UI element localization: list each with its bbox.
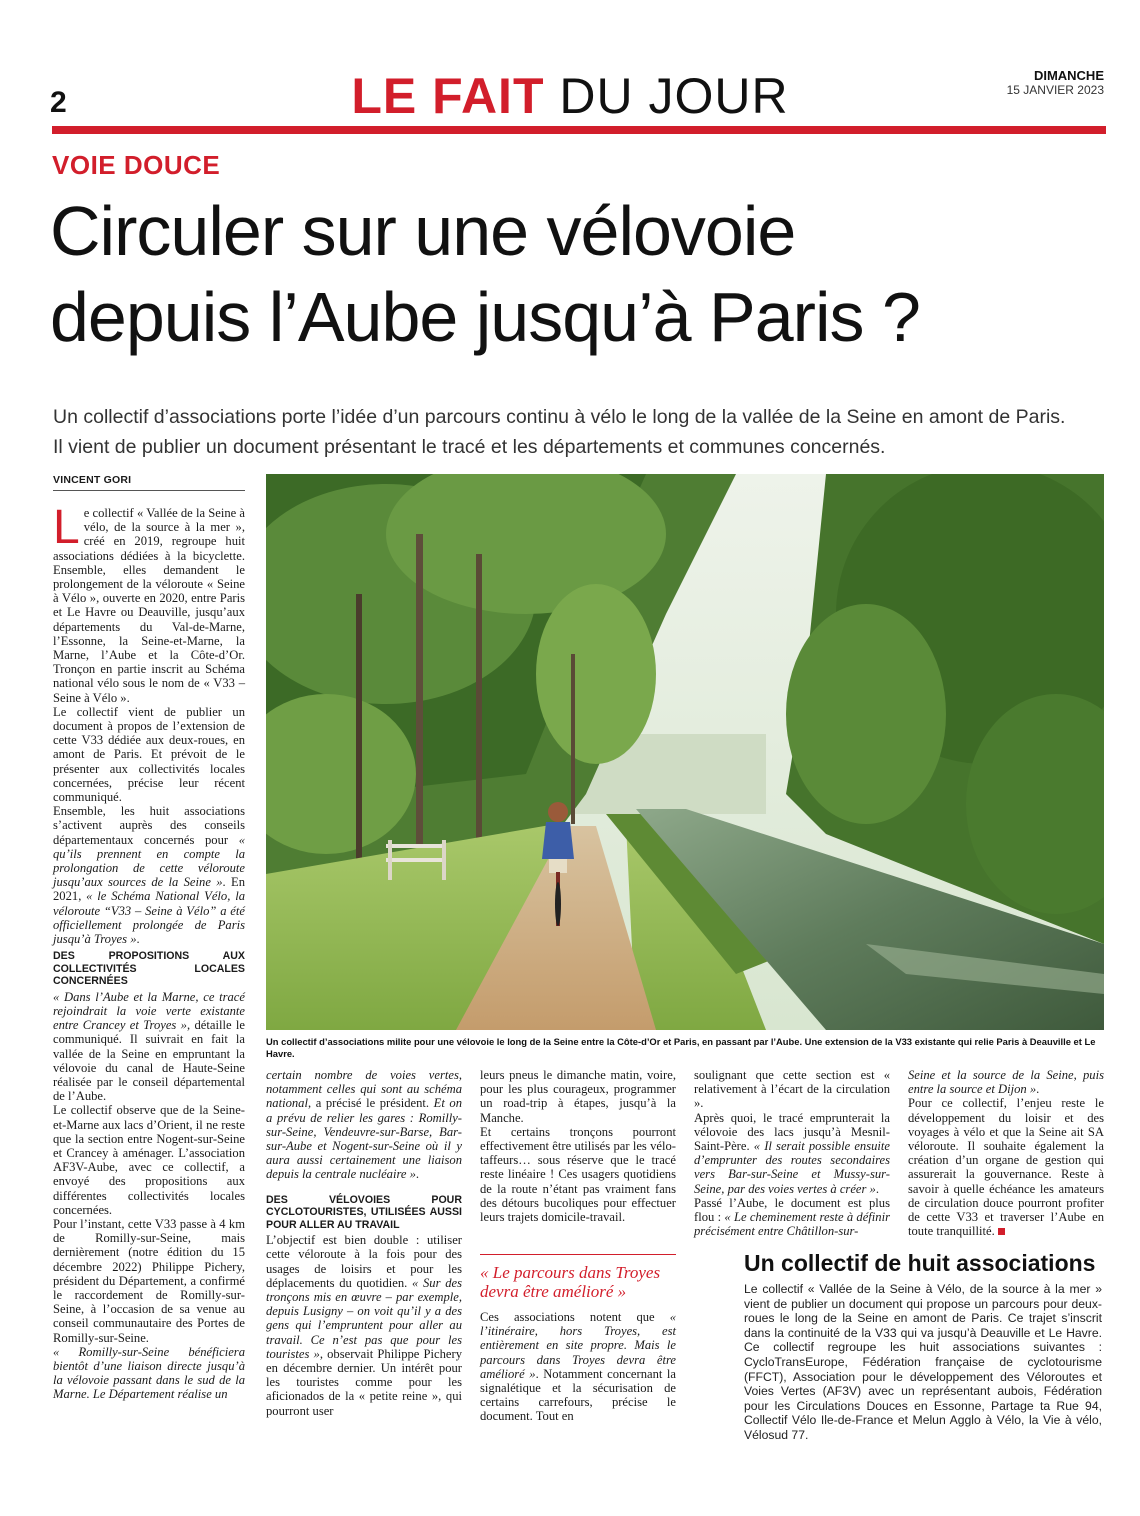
page-number: 2: [50, 86, 67, 119]
article-photo: [266, 474, 1104, 1030]
article-column-5: [908, 1068, 1104, 1238]
box-text: Le collectif « Vallée de la Seine à Vélo, de la source à la mer » vient de publier un document qui propose un parcours pour deux-roues le long de la Seine en amont de Paris. Ce trajet s’inscrit dans la continuité de la V33 qui va jusqu’à Deauville et Le Havre. Ce collectif regroupe les huit associations suivantes : CycloTransEurope, Fédération française de cyclotourisme (FFCT), Association pour le développement des Véloroutes et Voies Vertes (AF3V) avec un représentant aubois, Fédération pour les Circulations Douces en Essonne, Partage ta Rue 94, Collectif Vélo Ile-de-France et Melun Agglo à Vélo, la Vie à vélo, Vélosud 77.: [744, 1282, 1102, 1442]
box-title: Un collectif de huit associations: [744, 1250, 1096, 1276]
lead-line-1: Un collectif d’associations porte l’idée d’un parcours continu à vélo le long de la vallée de la Seine en amont de Paris.: [53, 406, 1066, 428]
paragraph: Ces associations notent que « l’itinéraire, hors Troyes, est entièrement en site propre. Mais le parcours dans Troyes devra être amélioré ». Notamment concernant la signalétique et la sécurisation de certains carrefours, précise le document. Tout en: [480, 1310, 676, 1424]
article-column-2: [266, 1068, 462, 1418]
paragraph: Le collectif observe que de la Seine-et-Marne aux lacs d’Orient, il ne reste que la section entre Nogent-sur-Seine et Crancey à aménager. L’association AF3V-Aube, avec ce collectif, a envoyé des propositions aux différentes collectivités locales concernées.: [53, 1103, 245, 1217]
paragraph: Pour ce collectif, l’enjeu reste le développement du loisir et des voyages à vélo et que la Seine ait SA véloroute. Il souhaite également la création d’un organe de gestion qui assurerait la gouvernance. Reste à savoir à quelle échéance les amateurs de circulation douce pourront profiter de cette V33 et traverser l’Aube en toute tranquillité.: [908, 1096, 1104, 1239]
paragraph: Seine et la source de la Seine, puis entre la source et Dijon ».: [908, 1068, 1104, 1097]
subheading: DES VÉLOVOIES POUR CYCLOTOURISTES, UTILISÉES AUSSI POUR ALLER AU TRAVAIL: [266, 1193, 462, 1231]
paragraph: Ensemble, les huit associations s’activent auprès des conseils départementaux concernés pour « qu’ils prennent en compte la prolongation de cette véloroute jusqu’aux sources de la Seine ». En 2021, « le Schéma National Vélo, la véloroute “V33 – Seine à Vélo” a été officiellement prolongée de Paris jusqu’à Troyes ».: [53, 804, 245, 947]
masthead-black: DU JOUR: [559, 68, 789, 124]
paragraph: leurs pneus le dimanche matin, voire, pour les plus courageux, programmer un road-trip à étapes, jusqu’à la Manche.: [480, 1068, 676, 1125]
paragraph: Et certains tronçons pourront effectivement être utilisés par les vélo-taffeurs… sous réserve que le tracé reste linéaire ! Ces usagers quotidiens de la route n’étant pas vraiment fans des détours bucoliques pour effectuer leurs trajets domicile-travail.: [480, 1124, 676, 1225]
paragraph: soulignant que cette section est « relativement à l’écart de la circulation ».: [694, 1068, 890, 1111]
masthead-red: LE FAIT: [351, 68, 545, 124]
issue-day: DIMANCHE: [1033, 68, 1104, 83]
subheading: DES PROPOSITIONS AUX COLLECTIVITÉS LOCALES CONCERNÉES: [53, 950, 245, 988]
headline-line-2: depuis l’Aube jusqu’à Paris ?: [50, 278, 920, 356]
paragraph: Après quoi, le tracé emprunterait la vélovoie des lacs jusqu’à Mesnil-Saint-Père. « Il serait possible ensuite d’emprunter des routes secondaires vers Bar-sur-Seine et Mussy-sur-Seine, par des voies vertes à créer ».: [694, 1110, 890, 1196]
paragraph: « Romilly-sur-Seine bénéficiera bientôt d’une liaison directe jusqu’à la vélovoie passant dans le sud de la Marne. Le Département réalise un: [53, 1344, 245, 1402]
paragraph: Le collectif vient de publier un document à propos de l’extension de cette V33 dédiée aux deux-roues, en amont de Paris. Et prévoit de le présenter aux collectivités locales concernées, précise leur récent communiqué.: [53, 704, 245, 805]
end-of-article-mark: [998, 1228, 1005, 1235]
article-column-4: [694, 1068, 890, 1238]
author-byline: VINCENT GORI: [53, 474, 245, 491]
article-column-3-continued: [480, 1310, 676, 1424]
drop-cap: L: [53, 501, 80, 554]
lead-line-2: Il vient de publier un document présentant le tracé et les départements et communes concernés.: [53, 436, 886, 458]
paragraph: certain nombre de voies vertes, notamment celles qui sont au schéma national, a précisé le président. Et on a prévu de relier les gares : Romilly-sur-Seine, Vendeuvre-sur-Barse, Bar-sur-Aube et Nogent-sur-Seine où il y aura aussi certainement une liaison depuis la centrale nucléaire ».: [266, 1068, 462, 1182]
paragraph: Pour l’instant, cette V33 passe à 4 km de Romilly-sur-Seine, mais dernièrement (notre édition du 15 décembre 2022) Philippe Pichery, président du Département, a confirmé le raccordement de Romilly-sur-Seine, à l’occasion de sa venue au conseil communautaire des Portes de Romilly-sur-Seine.: [53, 1217, 245, 1345]
lead: [53, 402, 1113, 462]
masthead: [0, 66, 1140, 126]
canal-towpath-photo: [266, 474, 1104, 1030]
headline-line-1: Circuler sur une vélovoie: [50, 192, 796, 270]
paragraph: e collectif « Vallée de la Seine à vélo, de la source à la mer », créé en 2019, regroupe huit associations dédiées à la bicyclette. Ensemble, elles demandent le prolongement de la véloroute « Seine à Vélo », ouverte en 2020, entre Paris et Le Havre ou Deauville, jusqu’aux départements du Val-de-Marne, l’Essonne, la Seine-et-Marne, la Marne, l’Aube et la Côte-d’Or. Tronçon en partie inscrit au Schéma national vélo sous le nom de « V33 – Seine à Vélo ».: [53, 506, 245, 705]
photo-caption: Un collectif d’associations milite pour une vélovoie le long de la Seine entre la Côte-d’Or et Paris, en passant par l’Aube. Une extension de la V33 existante qui relie Paris à Deauville et Le Havre.: [266, 1036, 1096, 1059]
headline: [50, 188, 1110, 360]
paragraph: Passé l’Aube, le document est plus flou : « Le cheminement reste à définir précisément entre Châtillon-sur-: [694, 1195, 890, 1239]
article-column-3: [480, 1068, 676, 1224]
rubric: VOIE DOUCE: [52, 150, 221, 180]
paragraph: L’objectif est bien double : utiliser cette véloroute à la fois pour des usages de loisirs et pour les déplacements du quotidien. « Sur des tronçons mis en œuvre – par exemple, depuis Lusigny – on voit qu’il y a des gens qui l’empruntent pour aller au travail. Ce n’est pas que pour les touristes », observait Philippe Pichery en décembre dernier. Un intérêt pour les touristes comme pour les aficionados de la « petite reine », qui pourront user: [266, 1233, 462, 1418]
header-rule: [52, 126, 1106, 134]
issue-date-text: 15 JANVIER 2023: [1006, 83, 1104, 97]
issue-date: [1007, 68, 1104, 98]
pull-quote: « Le parcours dans Troyes devra être amélioré »: [480, 1254, 676, 1301]
article-column-1: [53, 501, 245, 1402]
paragraph: « Dans l’Aube et la Marne, ce tracé rejoindrait la voie verte existante entre Crancey et Troyes », détaille le communiqué. Il suivrait en fait la vallée de la Seine en empruntant la vélovoie du canal de Haute-Seine réalisée par le conseil départemental de l’Aube.: [53, 989, 245, 1104]
